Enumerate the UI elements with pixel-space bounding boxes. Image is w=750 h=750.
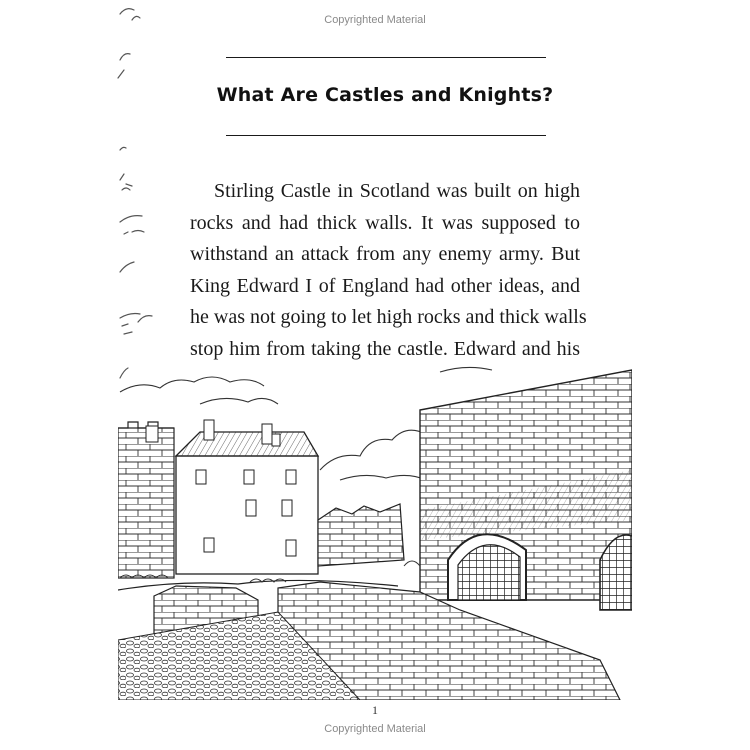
body-line: stop him from taking the castle. Edward and his bbox=[190, 337, 580, 360]
chapter-title: What Are Castles and Knights? bbox=[216, 84, 554, 106]
body-line: he was not going to let high rocks and thick walls bbox=[190, 306, 587, 328]
page-number: 1 bbox=[372, 703, 378, 717]
body-line: rocks and had thick walls. It was supposed to bbox=[190, 211, 580, 234]
watermark-top: Copyrighted Material bbox=[324, 14, 426, 26]
watermark-bottom: Copyrighted Material bbox=[324, 723, 426, 735]
body-line: withstand an attack from any enemy army. But bbox=[190, 243, 580, 265]
body-line: Stirling Castle in Scotland was built on high bbox=[214, 180, 580, 202]
body-line: King Edward I of England had other ideas, and bbox=[190, 274, 580, 297]
castle-scene bbox=[118, 367, 632, 700]
